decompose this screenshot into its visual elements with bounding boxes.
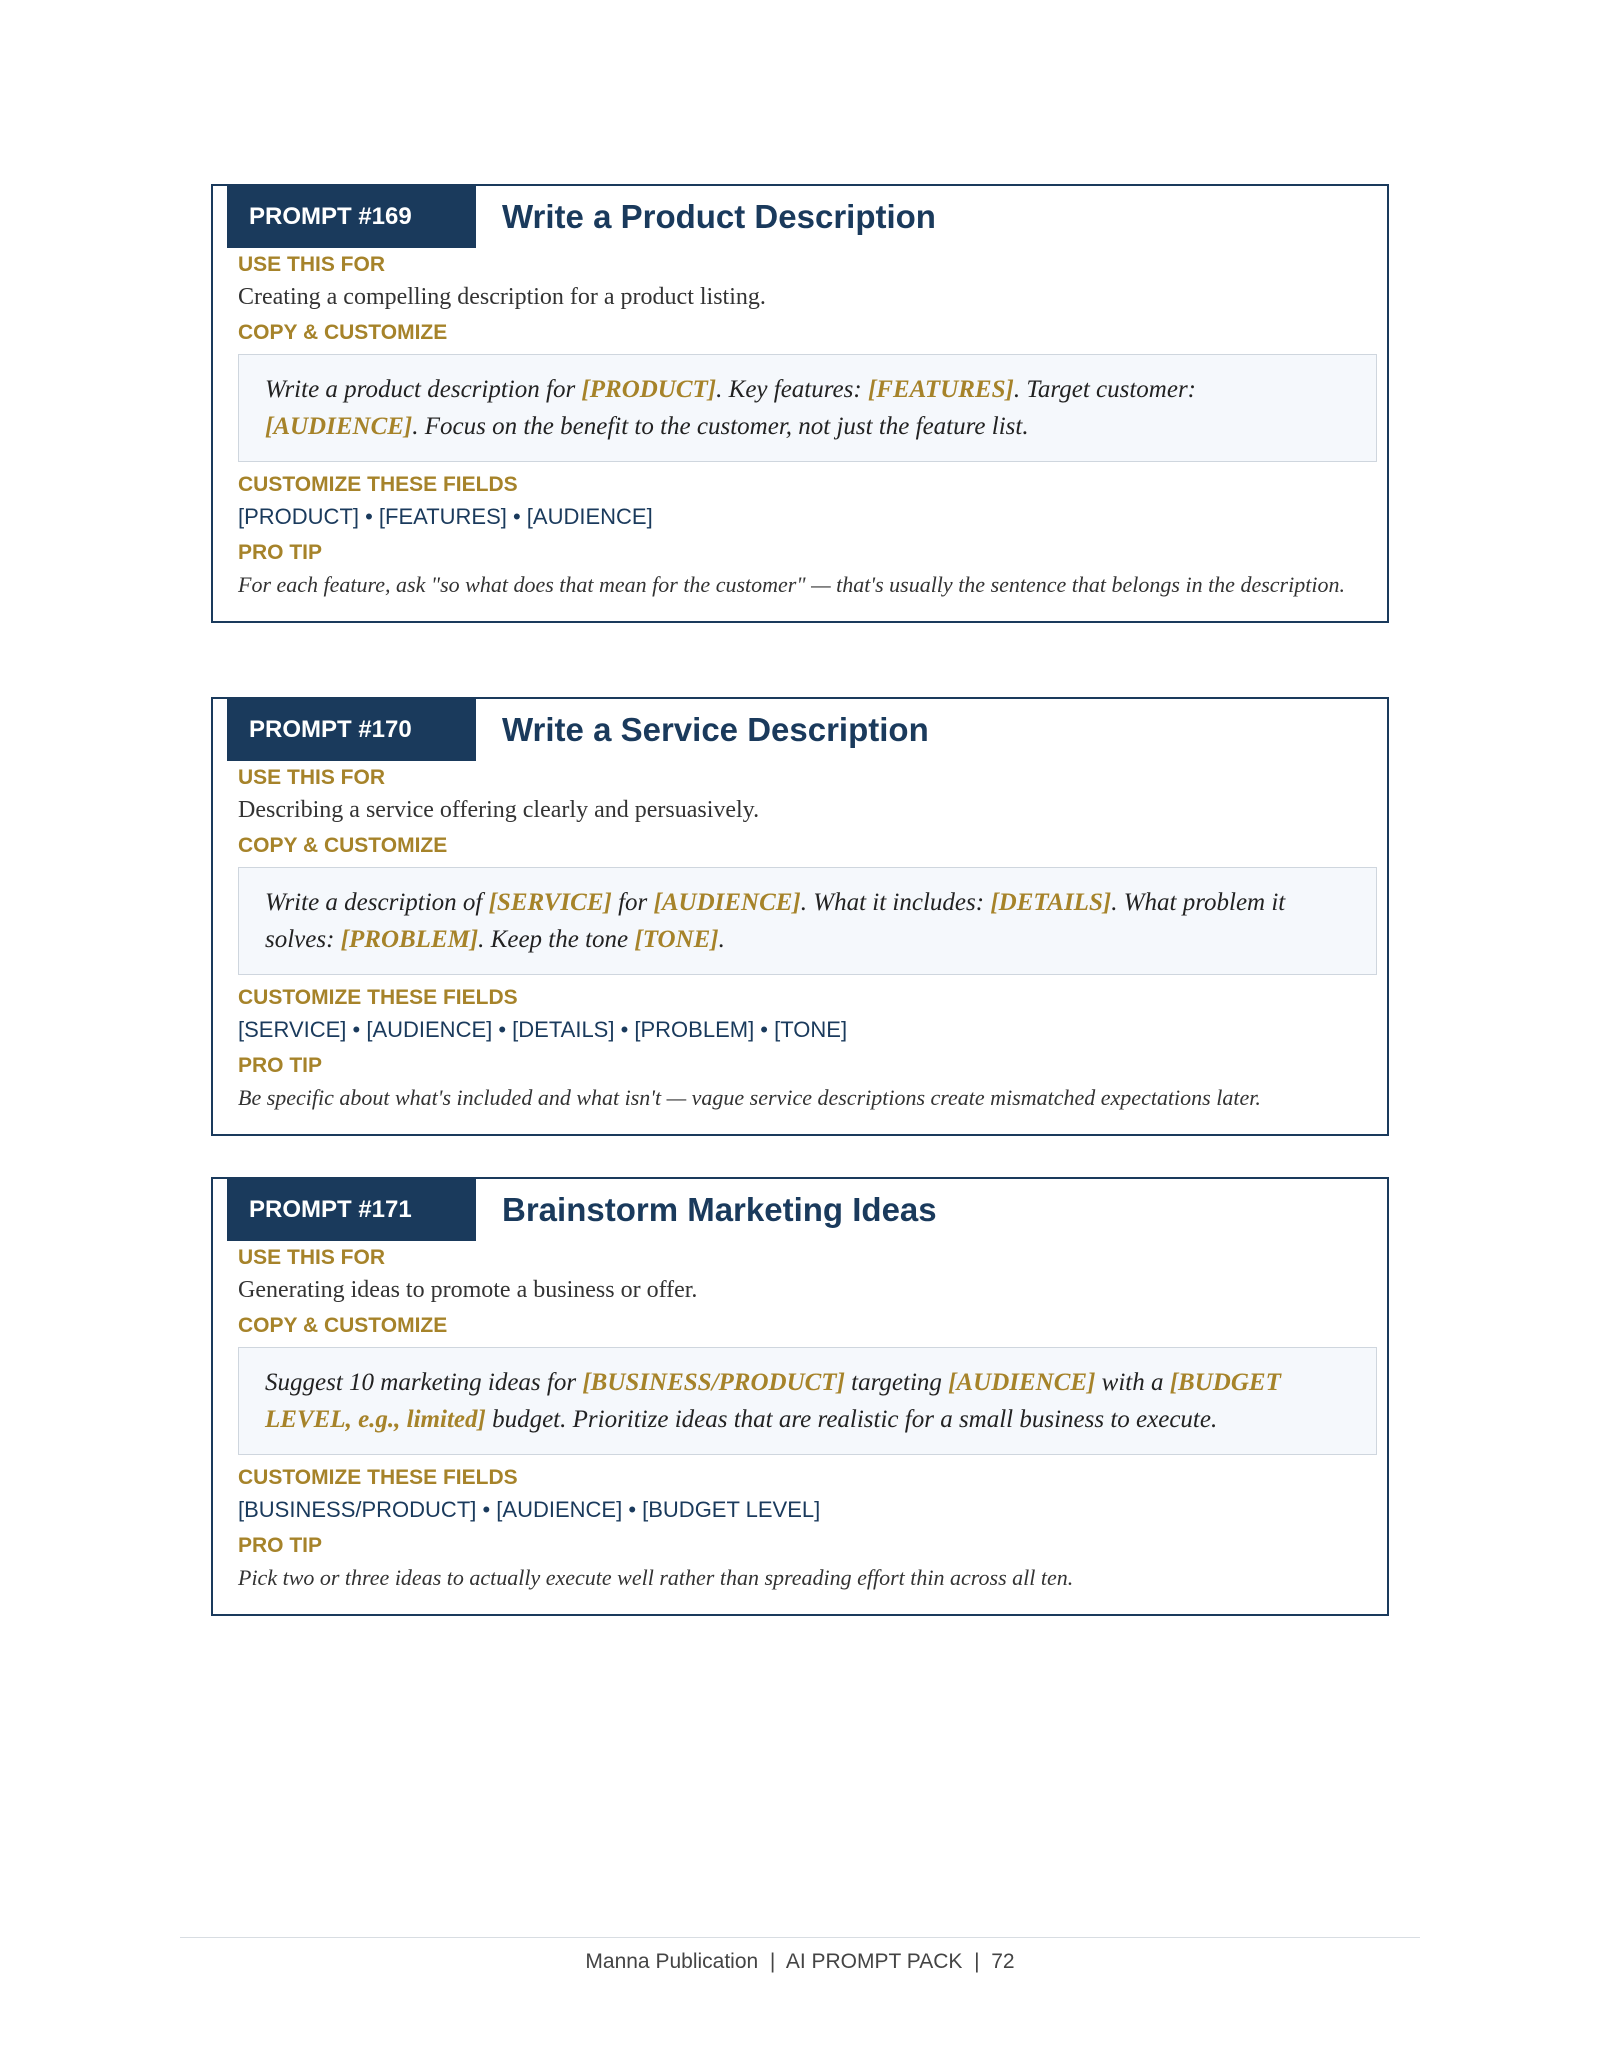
prompt-text-segment: . Focus on the benefit to the customer, not just the feature list. — [412, 413, 1029, 440]
prompt-text-segment: Suggest 10 marketing ideas for — [265, 1369, 583, 1396]
prompt-card-170 — [211, 697, 1389, 1136]
copy-customize-label: COPY & CUSTOMIZE — [238, 321, 448, 344]
customize-fields-list: [SERVICE] • [AUDIENCE] • [DETAILS] • [PROBLEM] • [TONE] — [238, 1017, 848, 1042]
page-footer: Manna Publication | AI PROMPT PACK | 72 — [585, 1950, 1015, 1973]
prompt-badge: PROMPT #171 — [227, 1179, 476, 1241]
prompt-text-box[interactable] — [238, 1347, 1377, 1455]
pro-tip-text: Pick two or three ideas to actually execute well rather than spreading effort thin across all ten. — [238, 1565, 1074, 1590]
prompt-text-segment: . What problem it solves: — [265, 889, 1286, 953]
prompt-text-segment: for — [611, 889, 654, 916]
placeholder-token: [TONE] — [634, 926, 719, 953]
placeholder-token: [DETAILS] — [990, 889, 1112, 916]
prompt-text-segment: . Target customer: — [1013, 376, 1197, 403]
placeholder-token: [AUDIENCE] — [653, 889, 801, 916]
pro-tip-text: For each feature, ask "so what does that mean for the customer" — that's usually the sentence that belongs in the description. — [238, 572, 1345, 597]
customize-fields-list: [BUSINESS/PRODUCT] • [AUDIENCE] • [BUDGET LEVEL] — [238, 1497, 821, 1522]
prompt-text-box[interactable] — [238, 867, 1377, 975]
prompt-text-segment: budget. Prioritize ideas that are realistic for a small business to execute. — [485, 1406, 1218, 1433]
placeholder-token: [AUDIENCE] — [265, 413, 413, 440]
prompt-title: Write a Product Description — [502, 198, 936, 235]
prompt-text-box[interactable] — [238, 354, 1377, 462]
pro-tip-label: PRO TIP — [238, 541, 323, 564]
prompt-title: Brainstorm Marketing Ideas — [502, 1191, 937, 1228]
pro-tip-label: PRO TIP — [238, 1534, 323, 1557]
prompt-badge: PROMPT #170 — [227, 699, 476, 761]
use-this-for-label: USE THIS FOR — [238, 1246, 386, 1269]
prompt-text-segment: . What it includes: — [800, 889, 991, 916]
prompt-text-segment: . Key features: — [716, 376, 868, 403]
placeholder-token: [PRODUCT] — [581, 376, 717, 403]
prompt-text-segment: Write a description of — [265, 889, 489, 916]
prompt-text-segment: . Keep the tone — [478, 926, 635, 953]
placeholder-token: [FEATURES] — [867, 376, 1014, 403]
placeholder-token: [SERVICE] — [488, 889, 612, 916]
pro-tip-text: Be specific about what's included and what isn't — vague service descriptions create mismatched expectations later. — [238, 1085, 1261, 1110]
copy-customize-label: COPY & CUSTOMIZE — [238, 1314, 448, 1337]
prompt-badge: PROMPT #169 — [227, 186, 476, 248]
prompt-text-segment: . — [718, 926, 725, 953]
placeholder-token: [PROBLEM] — [340, 926, 479, 953]
customize-fields-label: CUSTOMIZE THESE FIELDS — [238, 986, 518, 1009]
copy-customize-label: COPY & CUSTOMIZE — [238, 834, 448, 857]
use-this-for-text: Generating ideas to promote a business or offer. — [238, 1277, 698, 1303]
customize-fields-label: CUSTOMIZE THESE FIELDS — [238, 473, 518, 496]
prompt-title: Write a Service Description — [502, 711, 929, 748]
prompt-text-segment: targeting — [844, 1369, 949, 1396]
prompt-text-segment: with a — [1095, 1369, 1170, 1396]
use-this-for-label: USE THIS FOR — [238, 766, 386, 789]
placeholder-token: [BUDGET LEVEL, e.g., limited] — [265, 1369, 1281, 1433]
placeholder-token: [BUSINESS/PRODUCT] — [582, 1369, 845, 1396]
pro-tip-label: PRO TIP — [238, 1054, 323, 1077]
placeholder-token: [AUDIENCE] — [948, 1369, 1096, 1396]
footer-divider — [180, 1937, 1420, 1938]
prompt-card-171 — [211, 1177, 1389, 1616]
customize-fields-list: [PRODUCT] • [FEATURES] • [AUDIENCE] — [238, 504, 653, 529]
prompt-text-segment: Write a product description for — [265, 376, 582, 403]
use-this-for-text: Creating a compelling description for a product listing. — [238, 284, 766, 310]
customize-fields-label: CUSTOMIZE THESE FIELDS — [238, 1466, 518, 1489]
use-this-for-text: Describing a service offering clearly and persuasively. — [238, 797, 760, 823]
use-this-for-label: USE THIS FOR — [238, 253, 386, 276]
prompt-card-169 — [211, 184, 1389, 623]
